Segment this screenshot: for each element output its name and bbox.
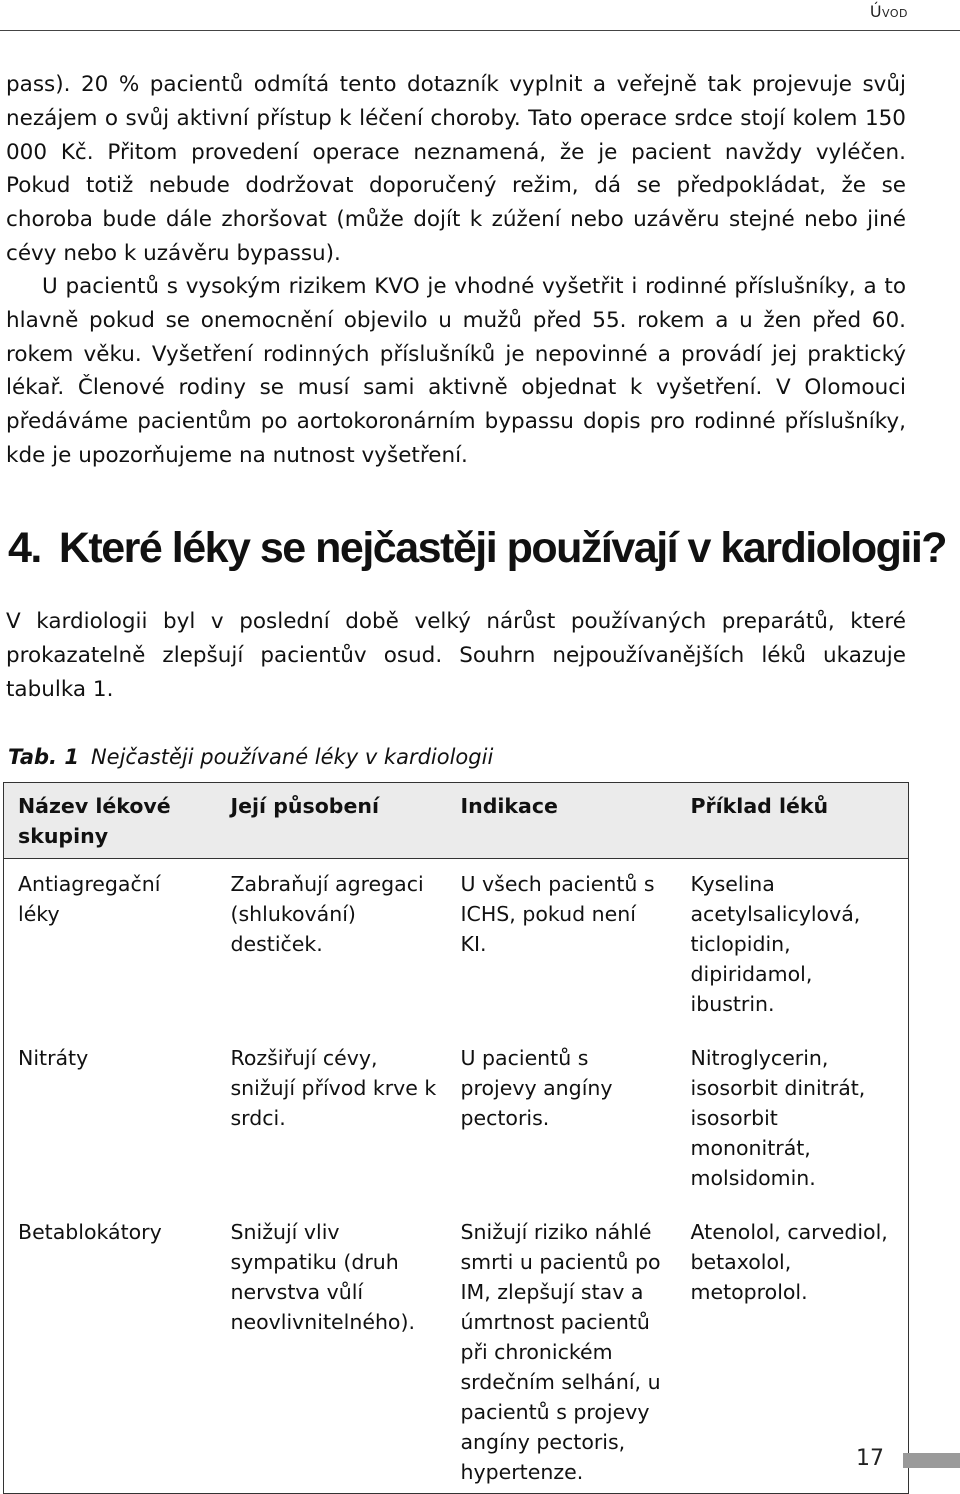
table-caption-label: Tab. 1 (8, 745, 79, 769)
table-cell: Kyselina acetylsalicylová, ticlopidin, dipiridamol, ibustrin. (677, 859, 909, 1034)
page-number-bar (903, 1453, 960, 1468)
table-cell: Nitroglycerin, isosorbit dinitrát, isosorbit mononitrát, molsidomin. (677, 1033, 909, 1207)
running-header: Úvod (869, 2, 908, 21)
table-cell: Atenolol, carvediol, betaxolol, metoprolol. (677, 1207, 909, 1494)
table-cell: Nitráty (4, 1033, 217, 1207)
drug-table (3, 782, 909, 1494)
table-caption-text: Nejčastěji používané léky v kardiologii (90, 745, 494, 769)
section-number: 4. (8, 524, 41, 572)
header-divider (0, 30, 960, 31)
section-heading (8, 520, 946, 576)
table-row (4, 1033, 909, 1207)
column-header: Její působení (217, 783, 447, 859)
table-header-row (4, 783, 909, 859)
table-row (4, 859, 909, 1034)
body-paragraph-1: pass). 20 % pacientů odmítá tento dotazník vyplnit a veřejně tak projevuje svůj nezájem o svůj aktivní přístup k léčení choroby. Tato operace srdce stojí kolem 150 000 Kč. Přitom provedení operace neznamená, že je pacient navždy vyléčen. Pokud totiž nebude dodržovat doporučený režim, dá se předpokládat, že se choroba bude dále zhoršovat (může dojít k zúžení nebo uzávěru stejné nebo jiné cévy nebo k uzávěru bypassu). (6, 72, 906, 266)
table-cell: U pacientů s projevy angíny pectoris. (460, 1046, 613, 1130)
section-paragraph: V kardiologii byl v poslední době velký nárůst používaných preparátů, které prokazatelně zlepšují pacientův osud. Souhrn nejpoužívanějších léků ukazuje tabulka 1. (6, 609, 906, 702)
body-paragraph-2: U pacientů s vysokým rizikem KVO je vhodné vyšetřit i rodinné příslušníky, a to hlavně pokud se onemocnění objevilo u mužů před 55. rokem a u žen před 60. rokem věku. Vyšetření rodinných příslušníků je nepovinné a provádí jej praktický lékař. Členové rodiny se musí sami aktivně objednat k vyšetření. V Olomouci předáváme pacientům po aortokoronárním bypassu dopis pro rodinné příslušníky, kde je upozorňujeme na nutnost vyšetření. (6, 274, 906, 468)
column-header: Příklad léků (677, 783, 909, 859)
table-cell: Snižují riziko náhlé smrti u pacientů po IM, zlepšují stav a úmrtnost pacientů při chronickém srdečním selhání, u pacientů s projevy angíny pectoris, hypertenze. (447, 1207, 677, 1494)
section-title: Které léky se nejčastěji používají v kardiologii? (58, 524, 947, 572)
table-cell: Snižují vliv sympatiku (druh nervstva vůlí neovlivnitelného). (217, 1207, 447, 1494)
table-caption (8, 740, 493, 774)
page-number: 17 (856, 1446, 884, 1471)
column-header: Indikace (447, 783, 677, 859)
table-cell: Zabraňují agregaci (shlukování) destiček. (230, 872, 424, 956)
table-cell: Antiagregační léky (4, 859, 217, 1034)
table-cell: Rozšiřují cévy, snižují přívod krve k srdci. (230, 1046, 437, 1130)
table-cell: Betablokátory (4, 1207, 217, 1494)
table-row (4, 1207, 909, 1494)
table-cell: U všech pacientů s ICHS, pokud není KI. (460, 872, 655, 956)
column-header: Název lékové skupiny (4, 783, 217, 859)
